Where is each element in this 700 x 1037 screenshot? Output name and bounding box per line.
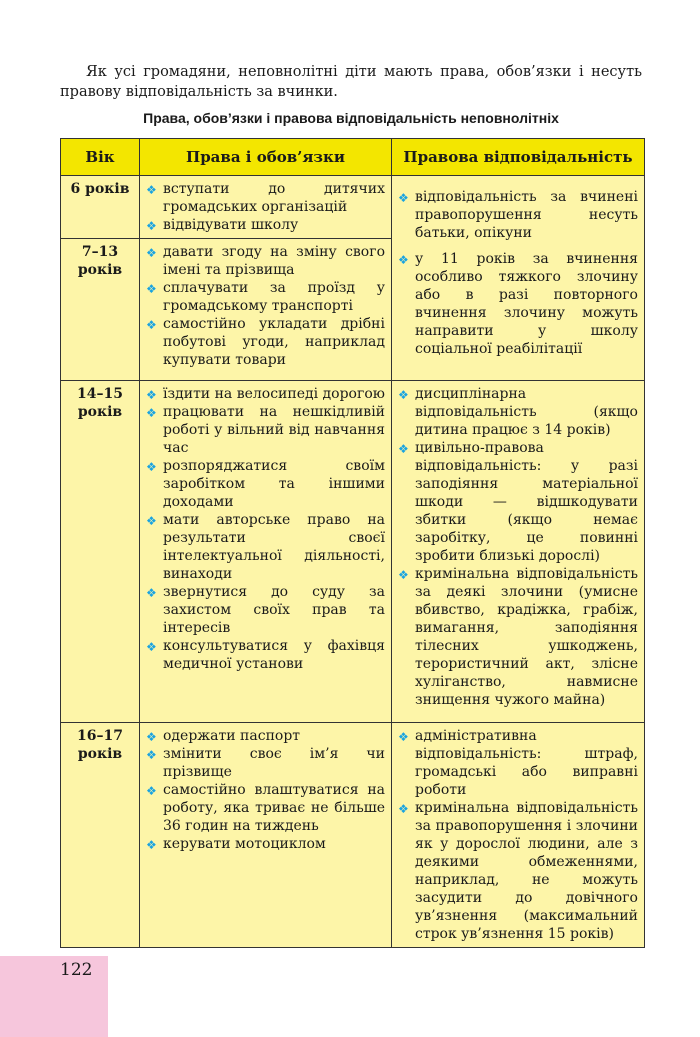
list-item: ❖ сплачувати за проїзд у громадському транспорті bbox=[146, 280, 385, 314]
list-item: ❖ одержати паспорт bbox=[146, 728, 301, 744]
diamond-bullet-icon: ❖ bbox=[146, 388, 157, 402]
list-item: ❖ давати згоду на зміну свого імені та прізвища bbox=[146, 244, 385, 278]
rights-cell bbox=[140, 723, 392, 948]
list-item: ❖ консультуватися у фахівця медичної установи bbox=[146, 638, 385, 672]
rights-cell bbox=[140, 381, 392, 723]
age-cell: 6 років bbox=[61, 176, 140, 239]
table-row bbox=[61, 381, 645, 723]
diamond-bullet-icon: ❖ bbox=[146, 460, 157, 474]
header-rights: Права і обов’язки bbox=[140, 139, 392, 176]
diamond-bullet-icon: ❖ bbox=[398, 802, 409, 816]
diamond-bullet-icon: ❖ bbox=[146, 318, 157, 332]
header-responsibility: Правова відповідальність bbox=[392, 139, 645, 176]
responsibility-cell bbox=[392, 381, 645, 723]
list-item: ❖ у 11 років за вчинення особливо тяжкого злочину або в разі повторного вчинення злочину можуть направити у школу соціальної реабілітації bbox=[398, 251, 638, 357]
age-cell: 7–13 років bbox=[61, 239, 140, 381]
diamond-bullet-icon: ❖ bbox=[146, 784, 157, 798]
diamond-bullet-icon: ❖ bbox=[146, 586, 157, 600]
list-item: ❖ мати авторське право на результати своєї інтелектуальної діяльності, винаходи bbox=[146, 512, 385, 582]
diamond-bullet-icon: ❖ bbox=[398, 730, 409, 744]
diamond-bullet-icon: ❖ bbox=[398, 568, 409, 582]
diamond-bullet-icon: ❖ bbox=[146, 183, 157, 197]
table-row bbox=[61, 176, 645, 239]
table-caption: Права, обов’язки і правова відповідальність неповнолітніх bbox=[143, 110, 559, 126]
table-header-row bbox=[61, 139, 645, 176]
responsibility-cell bbox=[392, 723, 645, 948]
list-item: ❖ розпоряджатися своїм заробітком та іншими доходами bbox=[146, 458, 385, 510]
list-item: ❖ дисциплінарна відповідальність (якщо дитина працює з 14 років) bbox=[398, 386, 638, 438]
diamond-bullet-icon: ❖ bbox=[398, 253, 409, 267]
list-item: ❖ відповідальність за вчинені правопорушення несуть батьки, опікуни bbox=[398, 189, 638, 241]
list-item: ❖ адміністративна відповідальність: штраф, громадські або виправні роботи bbox=[398, 728, 638, 798]
list-item: ❖ відвідувати школу bbox=[146, 217, 299, 233]
diamond-bullet-icon: ❖ bbox=[146, 748, 157, 762]
diamond-bullet-icon: ❖ bbox=[146, 406, 157, 420]
diamond-bullet-icon: ❖ bbox=[398, 442, 409, 456]
diamond-bullet-icon: ❖ bbox=[146, 730, 157, 744]
list-item: ❖ самостійно укладати дрібні побутові угоди, наприклад купувати товари bbox=[146, 316, 385, 368]
diamond-bullet-icon: ❖ bbox=[146, 282, 157, 296]
header-age: Вік bbox=[61, 139, 140, 176]
diamond-bullet-icon: ❖ bbox=[146, 838, 157, 852]
diamond-bullet-icon: ❖ bbox=[398, 191, 409, 205]
page-number: 122 bbox=[60, 960, 93, 980]
diamond-bullet-icon: ❖ bbox=[146, 514, 157, 528]
list-item: ❖ працювати на нешкідливій роботі у вільний від навчання час bbox=[146, 404, 385, 456]
diamond-bullet-icon: ❖ bbox=[146, 219, 157, 233]
list-item: ❖ вступати до дитячих громадських організацій bbox=[146, 181, 385, 215]
list-item: ❖ їздити на велосипеді дорогою bbox=[146, 386, 385, 402]
table-row bbox=[61, 723, 645, 948]
list-item: ❖ цивільно-правова відповідальність: у разі заподіяння матеріальної шкоди — відшкодувати збитки (якщо немає заробітку, це повинні зробити близькі дорослі) bbox=[398, 440, 638, 564]
responsibility-cell bbox=[392, 176, 645, 381]
intro-paragraph: Як усі громадяни, неповнолітні діти мають права, обов’язки і несуть правову відповідальність за вчинки. bbox=[60, 64, 642, 100]
rights-cell bbox=[140, 176, 392, 239]
rights-table bbox=[60, 138, 645, 948]
age-cell: 16–17 років bbox=[61, 723, 140, 948]
list-item: ❖ звернутися до суду за захистом своїх прав та інтересів bbox=[146, 584, 385, 636]
rights-cell bbox=[140, 239, 392, 381]
diamond-bullet-icon: ❖ bbox=[146, 246, 157, 260]
age-cell: 14–15 років bbox=[61, 381, 140, 723]
list-item: ❖ кримінальна відповідальність за правопорушення і злочини як у дорослої людини, але з деякими обмеженнями, наприклад, не можуть засудити до довічного ув’язнення (максимальний строк ув’язнення 15 років) bbox=[398, 800, 638, 942]
diamond-bullet-icon: ❖ bbox=[146, 640, 157, 654]
list-item: ❖ самостійно влаштуватися на роботу, яка триває не більше 36 годин на тиждень bbox=[146, 782, 385, 834]
list-item: ❖ керувати мотоциклом bbox=[146, 836, 326, 852]
list-item: ❖ кримінальна відповідальність за деякі злочини (умисне вбивство, крадіжка, грабіж, вимагання, заподіяння тілесних ушкоджень, терористичний акт, злісне хуліганство, навмисне знищення чужого майна) bbox=[398, 566, 638, 708]
list-item: ❖ змінити своє ім’я чи прізвище bbox=[146, 746, 385, 780]
diamond-bullet-icon: ❖ bbox=[398, 388, 409, 402]
